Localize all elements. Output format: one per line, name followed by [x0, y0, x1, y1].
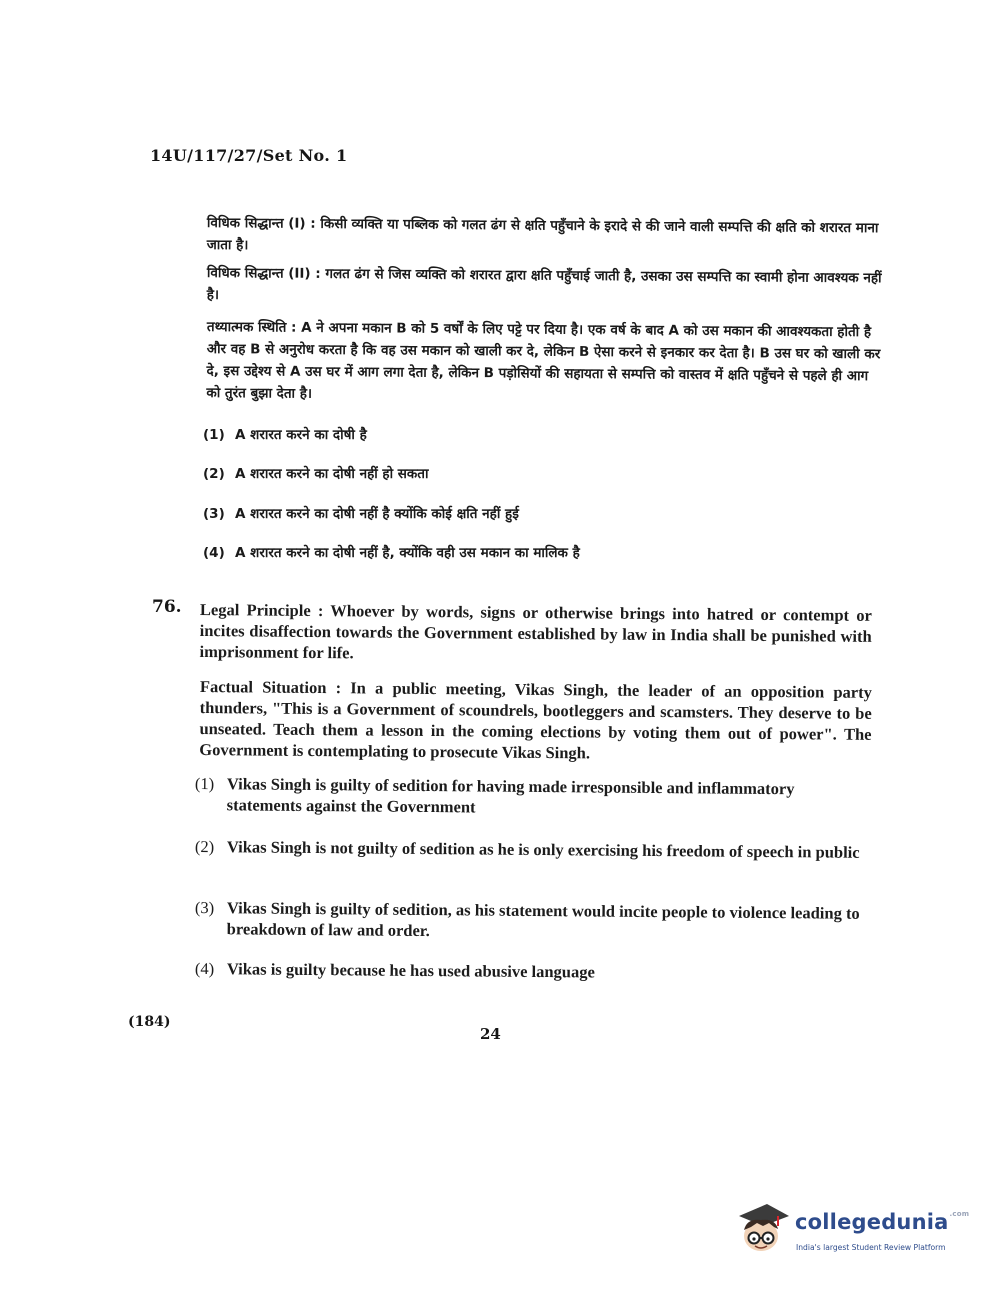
brand-name [795, 1210, 969, 1234]
option-text: A शरारत करने का दोषी है [235, 427, 367, 443]
option-text: A शरारत करने का दोषी नहीं हो सकता [235, 466, 429, 482]
question-number: 76. [152, 597, 182, 617]
option-number: (4) [194, 958, 215, 979]
brand-suffix: .com [949, 1210, 970, 1218]
option-1 [195, 773, 870, 821]
option-number: (2) [194, 836, 215, 857]
option-text: Vikas Singh is not guilty of sedition as he is only exercising his freedom of speech in public [226, 837, 860, 862]
option-number: (1) [203, 427, 225, 443]
hindi-facts: तथ्यात्मक स्थिति : A ने अपना मकान B को 5 वर्षों के लिए पट्टे पर दिया है। एक वर्ष के बाद A को उस मकान की आवश्यकता होती है और वह B से अनुरोध करता है कि वह उस मकान को खाली कर दे, लेकिन B ऐसा करने से इनकार कर देता है। B उस घर को खाली कर दे, इस उद्देश्य से A उस घर में आग लगा देता है, लेकिन B पड़ोसियों की सहायता से सम्पत्ति को वास्तव में क्षति पहुँचने से पहले ही आग को तुरंत बुझा देता है। [206, 318, 881, 402]
option-number: (3) [203, 506, 225, 522]
option-text: A शरारत करने का दोषी नहीं है, क्योंकि वही उस मकान का मालिक है [235, 545, 580, 561]
legal-principle: Legal Principle : Whoever by words, signs or otherwise brings into hatred or contempt or incites disaffection towards the Government established by law in India shall be punished with imprisonment for life. [199, 599, 872, 663]
hindi-option-1 [203, 424, 367, 446]
option-number: (3) [194, 897, 215, 918]
paper-code: 14U/117/27/Set No. 1 [150, 146, 348, 165]
hindi-principle-1: विधिक सिद्धान्त (I) : किसी व्यक्ति या पब्लिक को गलत ढंग से क्षति पहुँचाने के इरादे से की जाने वाली सम्पत्ति की क्षति को शरारत माना जाता है। [206, 214, 879, 254]
option-text: Vikas Singh is guilty of sedition for having made irresponsible and inflammatory statements against the Government [226, 774, 795, 817]
option-number: (1) [194, 773, 215, 794]
option-4 [195, 958, 870, 985]
brand-text: collegedunia [795, 1210, 949, 1234]
hindi-option-3 [203, 503, 519, 525]
option-text: A शरारत करने का दोषी नहीं है क्योंकि कोई क्षति नहीं हुई [235, 506, 519, 522]
hindi-option-4 [203, 542, 580, 564]
option-3 [195, 897, 870, 945]
footer-code: (184) [128, 1014, 171, 1030]
hindi-principle-2: विधिक सिद्धान्त (II) : गलत ढंग से जिस व्यक्ति को शरारत द्वारा क्षति पहुँचाई जाती है, उसका उस सम्पत्ति का स्वामी होना आवश्यक नहीं है। [206, 264, 882, 304]
hindi-option-2 [203, 463, 428, 485]
page-number: 24 [480, 1025, 501, 1043]
option-2 [195, 836, 870, 863]
brand-tagline: India's largest Student Review Platform [796, 1243, 946, 1252]
option-number: (2) [203, 466, 225, 482]
factual-situation: Factual Situation : In a public meeting, Vikas Singh, the leader of an opposition party thunders, "This is a Government of scoundrels, bootleggers and scamsters. They deserve to be unseated. Teach them a lesson in the coming elections by voting them out of power". The Government is contemplating to prosecute Vikas Singh. [199, 676, 872, 763]
option-text: Vikas is guilty because he has used abusive language [226, 959, 595, 982]
option-text: Vikas Singh is guilty of sedition, as his statement would incite people to violence leading to breakdown of law and order. [226, 898, 860, 941]
option-number: (4) [203, 545, 225, 561]
